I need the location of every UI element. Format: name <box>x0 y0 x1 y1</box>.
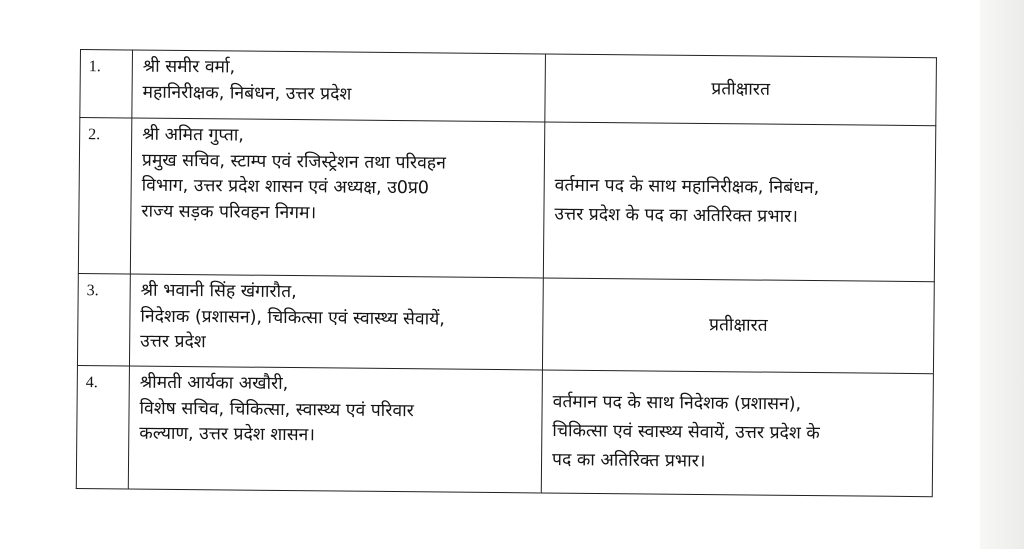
row-4-officer-text <box>139 371 536 451</box>
row-2-number-cell <box>78 117 131 273</box>
row-1-officer-cell <box>131 49 545 121</box>
officer-designation: प्रमुख सचिव, स्टाम्प एवं रजिस्ट्रेशन तथा परिवहन विभाग, उत्तर प्रदेश शासन एवं अध्यक्ष, उ0प्र0 राज्य सड़क परिवहन निगम। <box>141 150 446 223</box>
row-3-officer-text <box>140 279 537 359</box>
page-edge-shadow <box>980 0 1024 549</box>
row-3-remark-cell <box>542 277 935 373</box>
officer-designation: महानिरीक्षक, निबंधन, उत्तर प्रदेश <box>142 82 352 105</box>
officer-name: श्री अमित गुप्ता, <box>142 124 244 146</box>
row-4-number-cell <box>76 365 129 489</box>
officer-designation: निदेशक (प्रशासन), चिकित्सा एवं स्वास्थ्य सेवायें, उत्तर प्रदेश <box>140 306 446 353</box>
row-2-officer-text <box>141 123 538 229</box>
row-number: 3. <box>86 282 99 300</box>
row-1-officer-text <box>142 55 538 110</box>
row-1-number-cell <box>79 49 132 117</box>
officer-name: श्री समीर वर्मा, <box>142 56 236 78</box>
remark-text: वर्तमान पद के साथ महानिरीक्षक, निबंधन, उत्तर प्रदेश के पद का अतिरिक्त प्रभार। <box>554 175 820 227</box>
remark-text: प्रतीक्षारत <box>708 314 768 336</box>
officer-name: श्री भवानी सिंह खंगारौत, <box>140 280 297 303</box>
row-4-officer-cell <box>128 365 542 493</box>
row-2-remark-cell <box>543 121 936 281</box>
row-3-officer-cell <box>129 273 543 369</box>
row-1-remark-cell <box>544 53 937 125</box>
row-2-officer-cell <box>130 117 544 277</box>
row-number: 4. <box>85 374 98 392</box>
row-number: 1. <box>88 58 101 76</box>
remark-text: प्रतीक्षारत <box>711 78 771 100</box>
row-number: 2. <box>88 126 101 144</box>
officer-transfer-table <box>76 49 937 497</box>
officer-designation: विशेष सचिव, चिकित्सा, स्वास्थ्य एवं परिवार कल्याण, उत्तर प्रदेश शासन। <box>139 398 414 446</box>
row-4-remark-cell <box>541 369 934 497</box>
row-3-number-cell <box>77 273 130 365</box>
remark-text: वर्तमान पद के साथ निदेशक (प्रशासन), चिकित्सा एवं स्वास्थ्य सेवायें, उत्तर प्रदेश के पद का अतिरिक्त प्रभार। <box>551 392 820 472</box>
officer-name: श्रीमती आर्यका अखौरी, <box>139 372 289 395</box>
